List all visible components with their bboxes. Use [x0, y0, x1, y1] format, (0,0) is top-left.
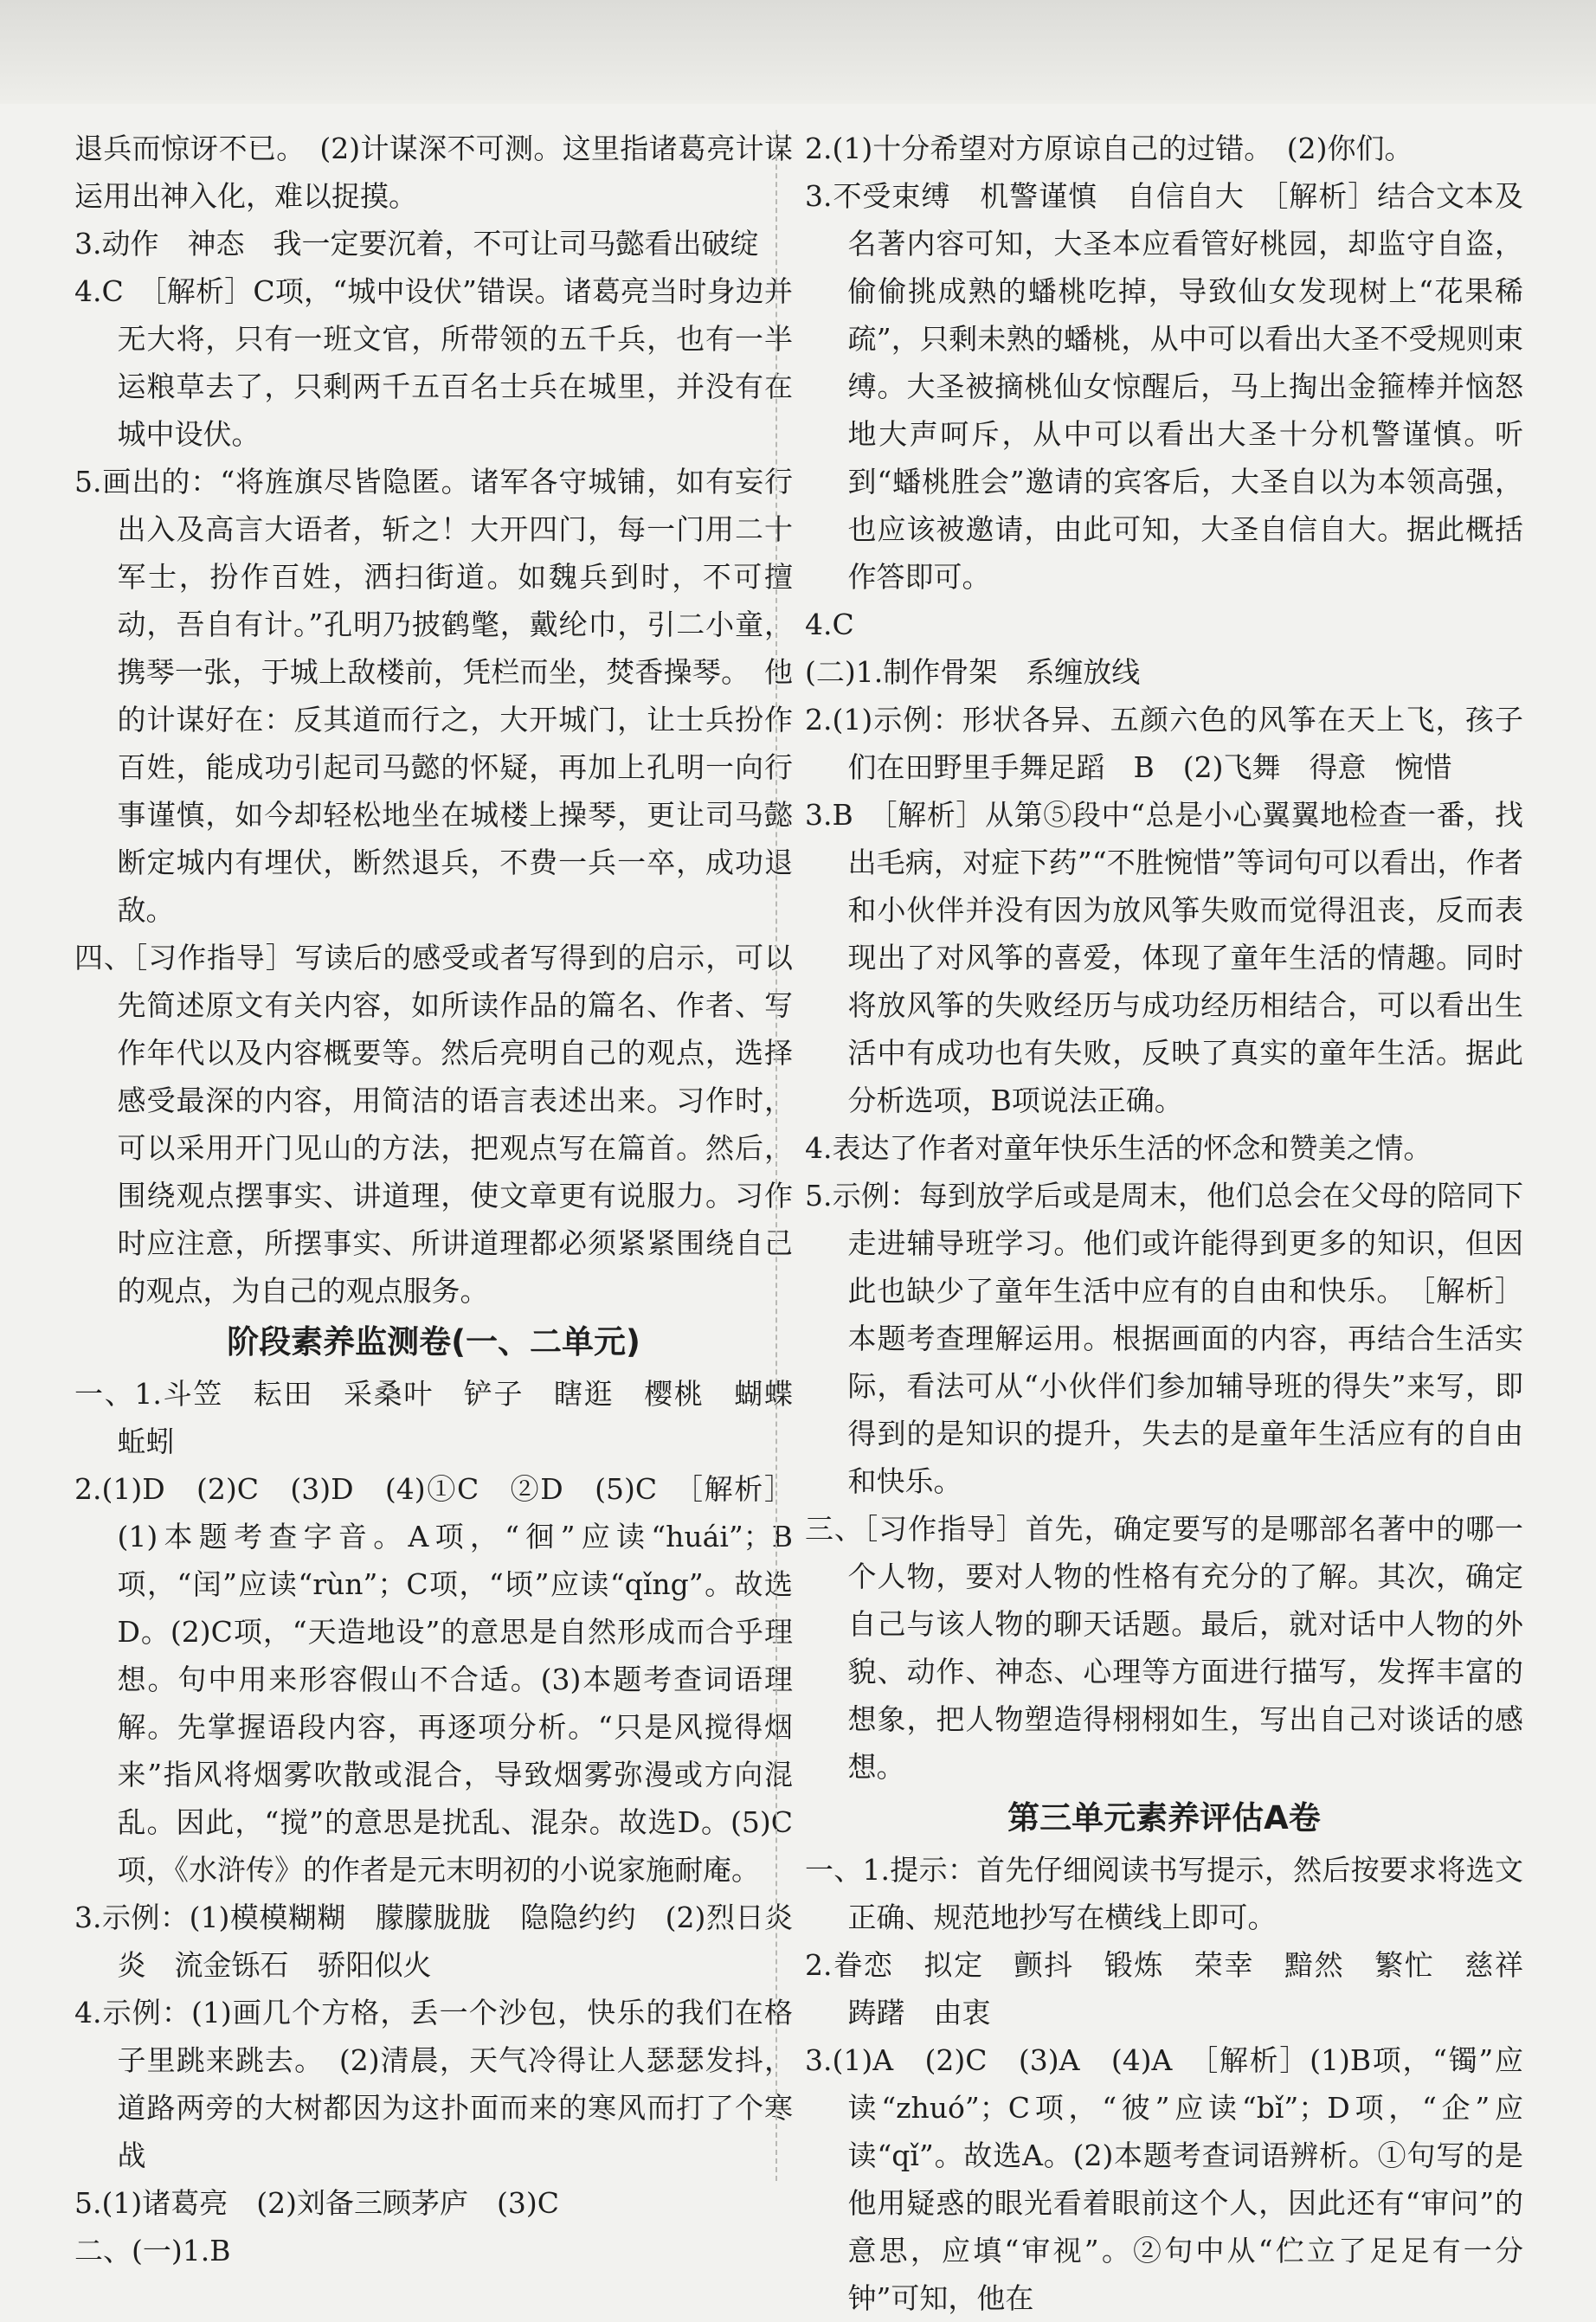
answer-paragraph: 5.画出的：“将旌旗尽皆隐匿。诸军各守城铺，如有妄行出入及高言大语者，斩之！大开四门，每一门用二十军士，扮作百姓，洒扫街道。如魏兵到时，不可擅动，吾自有计。”孔明乃披鹤氅，戴纶巾，引二小童，携琴一张，于城上敌楼前，凭栏而坐，焚香操琴。 他的计谋好在：反其道而行之，大开城门，让士兵扮作百姓，能成功引起司马懿的怀疑，再加上孔明一向行事谨慎，如今却轻松地坐在城楼上操琴，更让司马懿断定城内有埋伏，断然退兵，不费一兵一卒，成功退敌。	[74, 465, 793, 927]
answer-paragraph: 退兵而惊讶不已。 (2)计谋深不可测。这里指诸葛亮计谋运用出神入化，难以捉摸。	[74, 132, 793, 213]
top-scan-band	[0, 0, 1596, 104]
answer-paragraph: 2.(1)十分希望对方原谅自己的过错。 (2)你们。	[805, 132, 1413, 165]
answer-paragraph: (二)1.制作骨架 系缠放线	[805, 655, 1141, 689]
answer-paragraph: 四、［习作指导］写读后的感受或者写得到的启示，可以先简述原文有关内容，如所读作品的篇名、作者、写作年代以及内容概要等。然后亮明自己的观点，选择感受最深的内容，用简洁的语言表述出来。习作时，可以采用开门见山的方法，把观点写在篇首。然后，围绕观点摆事实、讲道理，使文章更有说服力。习作时应注意，所摆事实、所讲道理都必须紧紧围绕自己的观点，为自己的观点服务。	[74, 941, 793, 1308]
answer-paragraph: 5.示例：每到放学后或是周末，他们总会在父母的陪同下走进辅导班学习。他们或许能得到更多的知识，但因此也缺少了童年生活中应有的自由和快乐。 ［解析］本题考查理解运用。根据画面的内容，再结合生活实际，看法可从“小伙伴们参加辅导班的得失”来写，即得到的是知识的提升，失去的是童年生活应有的自由和快乐。	[805, 1179, 1523, 1498]
section-heading: 第三单元素养评估A卷	[1007, 1799, 1321, 1836]
answer-paragraph: 三、［习作指导］首先，确定要写的是哪部名著中的哪一个人物，要对人物的性格有充分的了解。其次，确定自己与该人物的聊天话题。最后，就对话中人物的外貌、动作、神态、心理等方面进行描写，发挥丰富的想象，把人物塑造得栩栩如生，写出自己对谈话的感想。	[805, 1512, 1523, 1784]
left-column	[74, 125, 821, 2274]
answer-paragraph: 3.示例：(1)模模糊糊 朦朦胧胧 隐隐约约 (2)烈日炎炎 流金铄石 骄阳似火	[74, 1901, 793, 1982]
answer-paragraph: 3.动作 神态 我一定要沉着，不可让司马懿看出破绽	[74, 227, 759, 261]
answer-paragraph: 二、(一)1.B	[74, 2234, 231, 2267]
section-heading: 阶段素养监测卷(一、二单元)	[227, 1323, 640, 1360]
answer-paragraph: 3.B ［解析］从第⑤段中“总是小心翼翼地检查一番，找出毛病，对症下药”“不胜惋惜”等词句可以看出，作者和小伙伴并没有因为放风筝失败而觉得沮丧，反而表现出了对风筝的喜爱，体现了童年生活的情趣。同时将放风筝的失败经历与成功经历相结合，可以看出生活中有成功也有失败，反映了真实的童年生活。据此分析选项，B项说法正确。	[805, 798, 1523, 1117]
answer-paragraph: 3.(1)A (2)C (3)A (4)A ［解析］(1)B项，“镯”应读“zhuó”；C项，“彼”应读“bǐ”；D项，“企”应读“qǐ”。故选A。(2)本题考查词语辨析。①句写的是他用疑惑的眼光看着眼前这个人，因此还有“审问”的意思，应填“审视”。②句中从“伫立了足足有一分钟”可知，他在	[805, 2043, 1523, 2315]
right-column	[805, 125, 1552, 2322]
answer-paragraph: 一、1.斗笠 耘田 采桑叶 铲子 瞎逛 樱桃 蝴蝶 蚯蚓	[74, 1377, 821, 1458]
answer-paragraph: 一、1.提示：首先仔细阅读书写提示，然后按要求将选文正确、规范地抄写在横线上即可。	[805, 1853, 1523, 1934]
answer-paragraph: 2.(1)示例：形状各异、五颜六色的风筝在天上飞，孩子们在田野里手舞足蹈 B (2)飞舞 得意 惋惜	[805, 703, 1523, 784]
answer-paragraph: 3.不受束缚 机警谨慎 自信自大 ［解析］结合文本及名著内容可知，大圣本应看管好桃园，却监守自盗，偷偷挑成熟的蟠桃吃掉，导致仙女发现树上“花果稀疏”，只剩未熟的蟠桃，从中可以看出大圣不受规则束缚。大圣被摘桃仙女惊醒后，马上掏出金箍棒并恼怒地大声呵斥，从中可以看出大圣十分机警谨慎。听到“蟠桃胜会”邀请的宾客后，大圣自以为本领高强，也应该被邀请，由此可知，大圣自信自大。据此概括作答即可。	[805, 179, 1523, 594]
answer-paragraph: 4.表达了作者对童年快乐生活的怀念和赞美之情。	[805, 1131, 1432, 1165]
column-divider	[775, 130, 777, 2181]
answer-paragraph: 2.眷恋 拟定 颤抖 锻炼 荣幸 黯然 繁忙 慈祥 踌躇 由衷	[805, 1948, 1552, 2029]
answer-paragraph: 4.C ［解析］C项，“城中设伏”错误。诸葛亮当时身边并无大将，只有一班文官，所带领的五千兵，也有一半运粮草去了，只剩两千五百名士兵在城里，并没有在城中设伏。	[74, 274, 793, 451]
answer-paragraph: 4.示例：(1)画几个方格，丢一个沙包，快乐的我们在格子里跳来跳去。 (2)清晨，天气冷得让人瑟瑟发抖，道路两旁的大树都因为这扑面而来的寒风而打了个寒战	[74, 1996, 793, 2172]
answer-paragraph: 2.(1)D (2)C (3)D (4)①C ②D (5)C ［解析］(1)本题考查字音。A项，“徊”应读“huái”；B项，“闰”应读“rùn”；C项，“顷”应读“qǐng”。故选D。(2)C项，“天造地设”的意思是自然形成而合乎理想。句中用来形容假山不合适。(3)本题考查词语理解。先掌握语段内容，再逐项分析。“只是风搅得烟来”指风将烟雾吹散或混合，导致烟雾弥漫或方向混乱。因此，“搅”的意思是扰乱、混杂。故选D。(5)C项，《水浒传》的作者是元末明初的小说家施耐庵。	[74, 1472, 793, 1887]
answer-paragraph: 4.C	[805, 608, 854, 641]
answer-paragraph: 5.(1)诸葛亮 (2)刘备三顾茅庐 (3)C	[74, 2186, 559, 2220]
